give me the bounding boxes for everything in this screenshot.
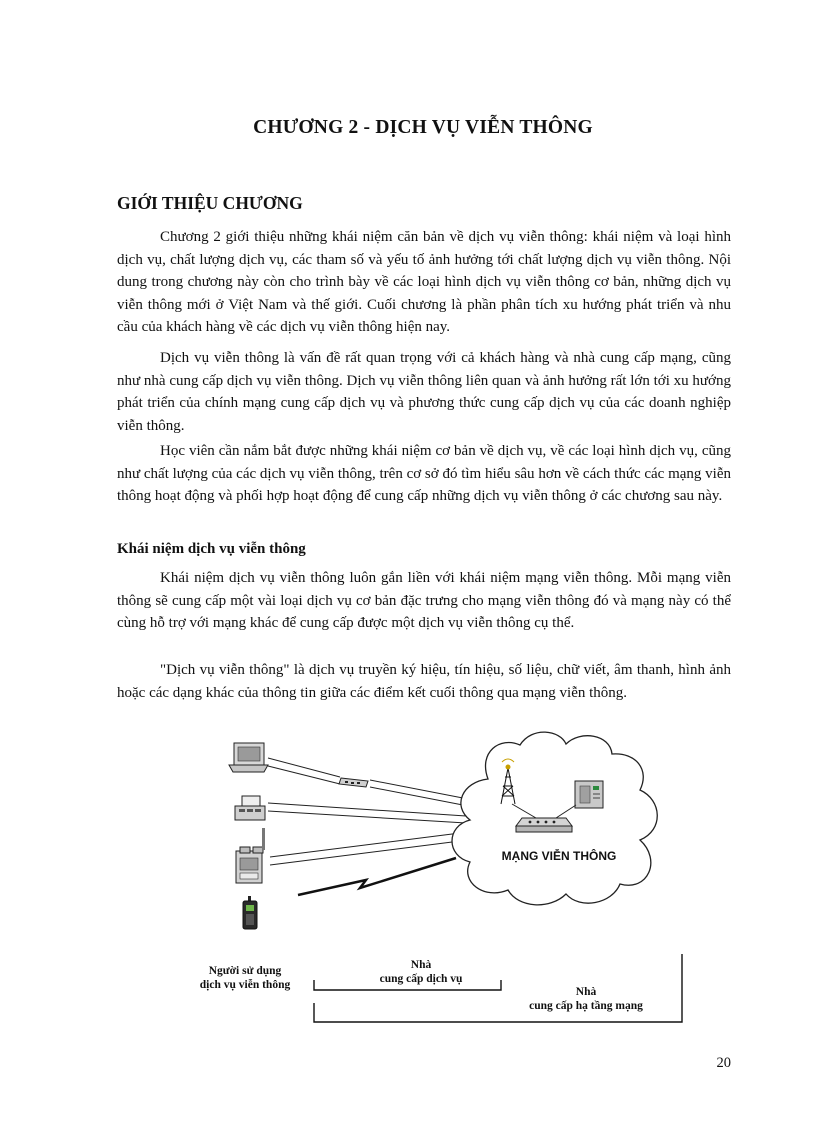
- infra-provider-label: [508, 985, 664, 1013]
- service-provider-label-line-2: cung cấp dịch vụ: [379, 973, 463, 985]
- service-provider-label-line-1: Nhà: [410, 959, 432, 971]
- computer-icon: [229, 743, 268, 772]
- paragraph-importance: Dịch vụ viễn thông là vấn đề rất quan trọng với cả khách hàng và nhà cung cấp mạng, cũng như nhà cung cấp dịch vụ viễn thông. Dịch vụ viễn thông liên quan và ảnh hưởng rất lớn tới xu hướng phát triển của chính mạng cung cấp dịch vụ và phương thức cung cấp dịch vụ của các doanh nghiệp viễn thông.: [117, 350, 731, 434]
- mobile-phone-icon: [243, 896, 257, 929]
- modem-icon: [339, 778, 368, 787]
- user-label: [182, 964, 308, 992]
- chapter-title: CHƯƠNG 2 - DỊCH VỤ VIỄN THÔNG: [253, 117, 593, 138]
- network-device-icon: [516, 818, 572, 832]
- paragraph-definition: "Dịch vụ viễn thông" là dịch vụ truyền ký hiệu, tín hiệu, số liệu, chữ viết, âm thanh, hình ảnh hoặc các dạng khác của thông tin giữa các điểm kết cuối thông qua mạng viễn thông.: [117, 662, 731, 701]
- wireless-link-icon: [298, 858, 456, 895]
- switch-icon: [575, 781, 603, 808]
- paragraph-concept: Khái niệm dịch vụ viễn thông luôn gắn liền với khái niệm mạng viễn thông. Mỗi mạng viễn thông sẽ cung cấp một vài loại dịch vụ cơ bản đặc trưng cho mạng viễn thông đó và mạng này có thể cùng hỗ trợ với mạng khác để cung cấp được một dịch vụ viễn thông cụ thể.: [117, 570, 731, 631]
- telephone-icon: [236, 828, 265, 883]
- user-label-line-1: Người sử dụng: [208, 965, 282, 977]
- section-heading: GIỚI THIỆU CHƯƠNG: [117, 193, 303, 213]
- connection-lines: [268, 758, 468, 865]
- page-number: 20: [716, 1055, 731, 1071]
- service-provider-label: [358, 958, 484, 986]
- subsection-heading: Khái niệm dịch vụ viễn thông: [117, 541, 306, 557]
- user-label-line-2: dịch vụ viễn thông: [199, 979, 291, 991]
- network-label: MẠNG VIỄN THÔNG: [501, 849, 617, 863]
- paragraph-intro: Chương 2 giới thiệu những khái niệm căn bản về dịch vụ viễn thông: khái niệm và loại hình dịch vụ, chất lượng dịch vụ, các tham số và yếu tố ảnh hưởng tới chất lượng dịch vụ viễn thông. Nội dung trong chương này còn cho trình bày về các loại hình dịch vụ viễn thông cơ bản, những dịch vụ viễn thông mới ở Việt Nam và thế giới. Cuối chương là phần phân tích xu hướng phát triển và nhu cầu của khách hàng về các dịch vụ viễn thông hiện nay.: [117, 229, 731, 335]
- fax-icon: [235, 796, 265, 820]
- infra-provider-label-line-2: cung cấp hạ tầng mạng: [529, 1000, 643, 1012]
- infra-provider-label-line-1: Nhà: [575, 986, 597, 998]
- paragraph-learners: Học viên cần nắm bắt được những khái niệm cơ bản về dịch vụ, về các loại hình dịch vụ, cũng như chất lượng của các dịch vụ viễn thông, trên cơ sở đó tìm hiểu sâu hơn về cách thức các mạng viễn thông hoạt động và phối hợp hoạt động để cung cấp những dịch vụ viễn thông ở các chương sau này.: [117, 443, 731, 504]
